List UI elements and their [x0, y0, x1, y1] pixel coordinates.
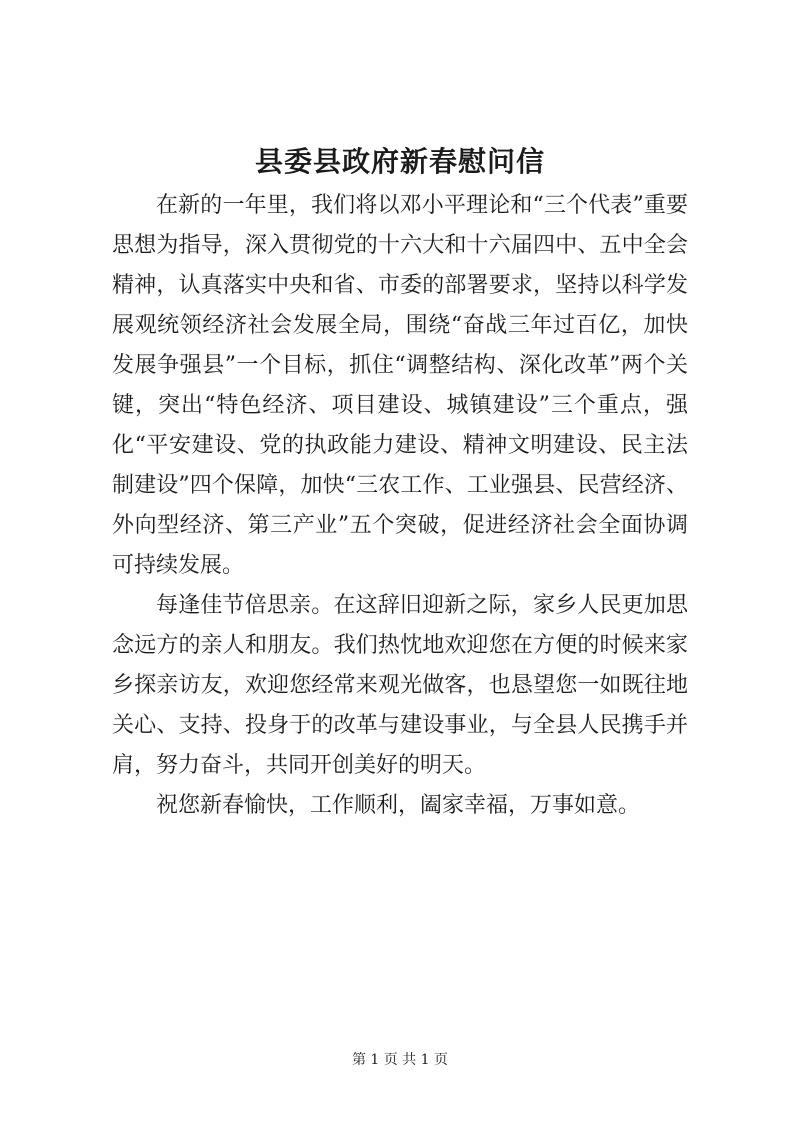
paragraph-wishes: 祝您新春愉快，工作顺利，阖家幸福，万事如意。	[156, 793, 641, 818]
paragraph-invitation: 每逢佳节倍思亲。在这辞旧迎新之际，家乡人民更加思念远方的亲人和朋友。我们热忱地欢迎您在方便的时候来家乡探亲访友，欢迎您经常来观光做客，也恳望您一如既往地关心、支持、投身于的改革与建设事业，与全县人民携手并肩，努力奋斗，共同开创美好的明天。	[112, 593, 688, 778]
letter-body	[112, 186, 688, 826]
page-number-footer: 第 1 页 共 1 页	[351, 1052, 449, 1068]
document-title: 县委县政府新春慰问信	[254, 145, 545, 178]
paragraph-goals: 在新的一年里，我们将以邓小平理论和“三个代表”重要思想为指导，深入贯彻党的十六大和十六届四中、五中全会精神，认真落实中央和省、市委的部署要求，坚持以科学发展观统领经济社会发展全局，围绕“奋战三年过百亿，加快发展争强县”一个目标，抓住“调整结构、深化改革”两个关键，突出“特色经济、项目建设、城镇建设”三个重点，强化“平安建设、党的执政能力建设、精神文明建设、民主法制建设”四个保障，加快“三农工作、工业强县、民营经济、外向型经济、第三产业”五个突破，促进经济社会全面协调可持续发展。	[112, 193, 688, 578]
